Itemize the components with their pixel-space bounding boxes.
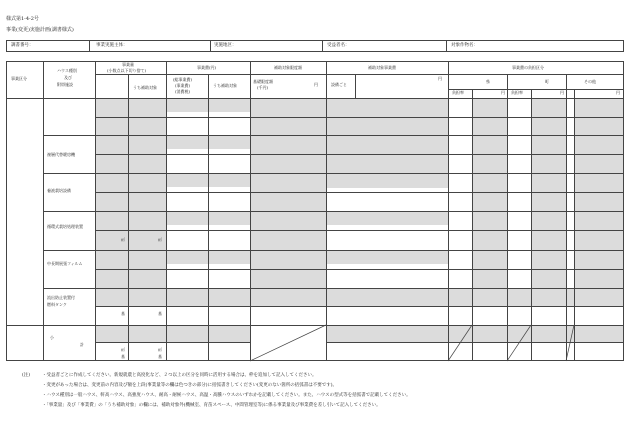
row-label: 流出防止装置付	[47, 295, 75, 300]
header-category: 事業区分	[11, 76, 27, 81]
header-house-type-3: 附帯施設	[57, 82, 73, 87]
form-id: 様式第1-4-2号	[6, 16, 39, 22]
header-limit-yen: 円	[314, 82, 318, 87]
total-unit: ㎡	[158, 347, 162, 352]
header-rate-pref: 負担率	[452, 90, 464, 95]
header-share-pref: 県	[486, 79, 490, 84]
row-label: 複層代替暖房機	[47, 152, 75, 157]
field-label-operator: 事業実施主体：	[96, 43, 128, 48]
header-eligible-sub: 設備ごと	[331, 82, 347, 87]
total-unit: 基	[158, 354, 162, 359]
field-label-beneficiary: 受益者名：	[327, 43, 350, 48]
unit-label: ㎡	[121, 237, 125, 242]
header-rate-town: 負担率	[511, 90, 523, 95]
unit-label: 基	[158, 311, 162, 316]
header-share-other: その他	[584, 79, 596, 84]
notes-head: (注)	[22, 373, 31, 378]
total-label-a: 小	[50, 335, 54, 340]
header-share-town: 町	[545, 79, 549, 84]
header-volume-note: (小数点以下切り捨て)	[107, 68, 147, 73]
field-label-district: 実施地区：	[214, 43, 237, 48]
row-label: 養液栽培設備	[47, 188, 71, 193]
header-yen-pref: 円	[501, 90, 505, 95]
header-yen-other: 円	[616, 90, 620, 95]
header-eligible-yen: 円	[438, 76, 442, 81]
header-limit-unit-note: (千円)	[257, 85, 269, 90]
header-cost: 事業費(円)	[197, 65, 217, 70]
note-line: ・変更があった場合は、変更前の内容及び額を上段(事業量等の欄は色つきの部分)に括弧書きしてください(変更のない箇所の括弧書は不要です)。	[42, 383, 337, 388]
row-label: 循環式栽培処理装置	[47, 224, 83, 229]
header-cost-tax: (消費税)	[175, 89, 191, 94]
note-line: ・「事業量」及び「事業費」の「うち補助対象」の欄には、補助対象外(機械室、育苗スペース、中間管理室等)に係る事業量及び事業費を差し引いて記入してください。	[42, 403, 381, 408]
unit-label: 基	[121, 311, 125, 316]
form-title: 事業(変更)実施計画(調書様式)	[6, 27, 74, 33]
header-cost-total: (総事業費)	[173, 77, 193, 82]
header-eligible: 補助対象事業費	[368, 65, 396, 70]
total-unit: 基	[121, 354, 125, 359]
field-label-survey-no: 調書番号：	[11, 43, 34, 48]
header-limit-base: 基礎限度額	[253, 79, 273, 84]
field-label-crop: 対象作物名：	[451, 43, 478, 48]
header-volume-sub: うち補助対象	[133, 85, 157, 90]
unit-label: ㎡	[158, 237, 162, 242]
header-cost-base: (事業費)	[175, 83, 191, 88]
header-volume: 事業量	[122, 62, 134, 67]
total-unit: ㎡	[121, 347, 125, 352]
header-cost-sub: うち補助対象	[213, 83, 237, 88]
header-yen-town: 円	[560, 90, 564, 95]
header-house-type-1: ハウス種別	[57, 68, 77, 73]
header-house-type-2: 及び	[64, 75, 72, 80]
total-label-b: 計	[80, 342, 84, 347]
note-line: ・ハウス種別は一般ハウス、軒高ハウス、高強度ハウス、耐高・耐候ハウス、高温・高騰ハウスのいずれかを記載してください。また、ハウスの型式等を括弧書で記載してください。	[42, 393, 411, 398]
note-line: ・受益者ごとに作成してください。新規就農と高度化など、２つ以上の区分を同時に活用する場合は、枠を追加して記入してください。	[42, 373, 317, 378]
header-share: 事業費の負担区分	[512, 65, 544, 70]
row-label: 中長期展張フィルム	[47, 261, 83, 266]
row-label: 燃料タンク	[47, 302, 67, 307]
header-limit: 補助対象限度額	[274, 65, 302, 70]
